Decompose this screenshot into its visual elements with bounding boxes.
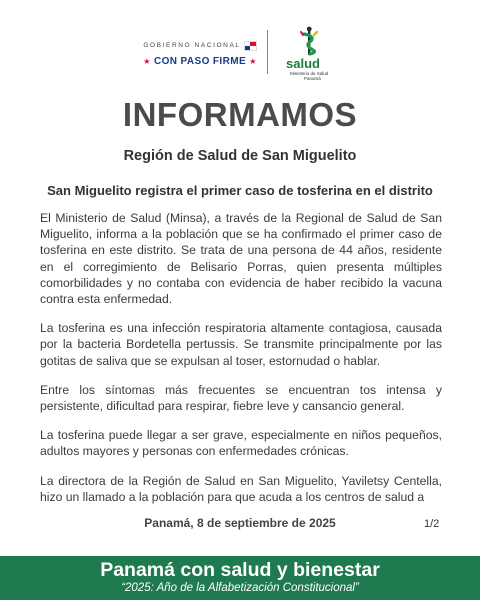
article-body bbox=[40, 210, 442, 505]
panama-flag-icon bbox=[244, 41, 257, 51]
paragraph: La tosferina es una infección respiratoria altamente contagiosa, causada por la bacteria Bordetella pertussis. Se transmite principalmente por las gotitas de saliva que se expulsan al toser, estornudad o hablar. bbox=[40, 321, 442, 368]
paragraph: El Ministerio de Salud (Minsa), a través de la Regional de Salud de San Miguelito, informa a la población que se ha confirmado el primer caso de tosferina en este distrito. Se trata de una persona de 44 años, residente en el corregimiento de Belisario Porras, quien presenta múltiples comorbilidades y no contaba con evidencia de haber recibido la vacuna contra esta enfermedad. bbox=[40, 211, 442, 307]
region-heading: Región de Salud de San Miguelito bbox=[123, 148, 357, 164]
page-number: 1/2 bbox=[424, 518, 440, 530]
star-icon: ★ bbox=[249, 57, 257, 66]
date-line: Panamá, 8 de septiembre de 2025 bbox=[144, 516, 336, 530]
salud-wordmark: salud bbox=[286, 56, 320, 71]
page-title: INFORMAMOS bbox=[122, 96, 358, 133]
paragraph: La tosferina puede llegar a ser grave, especialmente en niños pequeños, adultos mayores y personas con enfermedades crónicas. bbox=[40, 428, 442, 459]
footer-year-motto: “2025: Año de la Alfabetización Constitucional” bbox=[121, 582, 359, 594]
gov-slogan: CON PASO FIRME bbox=[153, 56, 247, 67]
logo-divider bbox=[267, 30, 268, 74]
news-headline: San Miguelito registra el primer caso de tosferina en el distrito bbox=[47, 183, 433, 198]
gobierno-nacional-logo bbox=[140, 34, 260, 67]
caduceus-icon bbox=[296, 26, 322, 56]
paragraph: Entre los síntomas más frecuentes se encuentran tos intensa y persistente, dificultad para respirar, fiebre leve y cansancio general. bbox=[40, 382, 442, 414]
footer-slogan: Panamá con salud y bienestar bbox=[100, 559, 380, 581]
header bbox=[0, 26, 480, 82]
star-icon: ★ bbox=[143, 57, 151, 66]
salud-country: Panamá bbox=[304, 76, 321, 81]
footer-banner bbox=[0, 556, 480, 600]
paragraph: La directora de la Región de Salud en San Miguelito, Yaviletsy Centella, hizo un llamado a la población para que acuda a los centros de salud a bbox=[40, 473, 442, 504]
gov-top-text: GOBIERNO NACIONAL bbox=[143, 42, 241, 49]
salud-subtitle: Ministerio de Salud bbox=[290, 71, 329, 76]
